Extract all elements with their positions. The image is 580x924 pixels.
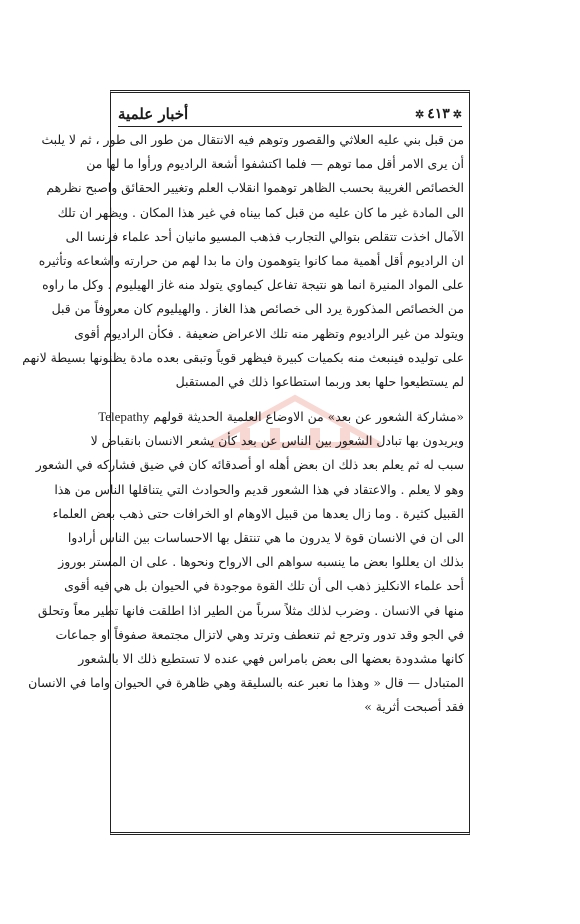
text-line: أحد علماء الانكليز ذهب الى أن تلك القوة موجودة في الحيوان بل هي فيه أقوى — [64, 578, 464, 594]
text-line: على المواد المنيرة انما هو نتيجة تفاعل كيماوي يتولد منه غاز الهيليوم . وكل ما راوه — [42, 277, 464, 293]
text-line: فقد أصبحت أثرية » — [364, 699, 464, 715]
paragraph-telepathy — [28, 405, 464, 719]
page-header — [118, 102, 462, 127]
text-line-heading — [98, 405, 464, 429]
text-line: من الخصائص المذكورة يرد الى خصائص هذا الغاز . والهيليوم كان معروفاً من قبل — [51, 301, 464, 317]
text-line: القبيل كثيرة . وما زال يعدها من قبيل الاوهام او الخرافات حتى ذهب بعض العلماء — [52, 505, 464, 521]
text-line: ان الراديوم أقل أهمية مما كانوا يتوهمون وان ما بدا لهم من حرارته واشعاعه وتأثيره — [38, 252, 464, 268]
telepathy-term: Telepathy — [98, 409, 150, 425]
text-line: ويتولد من غير الراديوم وتظهر منه تلك الاعراض ضعيفة . فكأن الراديوم أقوى — [74, 325, 464, 341]
text-line: المتبادل — قال « وهذا ما نعبر عنه بالسليقة وهي ظاهرة في الحيوان واما في الانسان — [28, 675, 464, 691]
text-line: بذلك ان يعللوا بعض ما ينسبه سواهم الى الارواح ونحوها . على ان المستر بوروز — [58, 554, 464, 570]
text-line: منها في الانسان . وضرب لذلك مثلاً سرباً من الطير اذا اطلقت فانها تطير معاً وتحلق — [37, 602, 464, 618]
article-body — [22, 128, 464, 720]
text-line: لم يستطيعوا حلها بعد وربما استطاعوا ذلك في المستقبل — [175, 373, 464, 389]
text-line: الآمال اخذت تتقلص بتوالي التجارب فذهب المسيو مانيان أحد علماء فرنسا الى — [65, 228, 464, 244]
text-line: الى ان في الانسان قوة لا يدرون ما هي تنتقل بها الاحساسات بين الناس أرادوا — [67, 530, 464, 545]
text-line: سبب له ثم يعلم بعد ذلك ان بعض أهله او أصدقائه كان في ضيق فشاركه في الشعور — [35, 457, 464, 473]
paragraph-radium — [22, 128, 464, 394]
page-number-group — [415, 106, 462, 122]
text-line: في الجو وقد تدور وترجع ثم تنعطف وترتد وهي لاتزال مجتمعة صفوفاً او جماعات — [55, 626, 464, 642]
text-line: أن يرى الامر أقل مما توهم — فلما اكتشفوا أشعة الراديوم ورأوا ما لها من — [86, 156, 464, 172]
ornament-star-icon: ✲ — [452, 107, 462, 121]
text-line: الى المادة غير ما كان عليه من قبل كما بيناه في غير هذا المكان . ويظهر ان تلك — [57, 204, 464, 220]
text-line: وهو لا يعلم . والاعتقاد في هذا الشعور قديم والحوادث التي يتناقلها الناس من هذا — [54, 481, 464, 497]
running-title: أخبار علمية — [118, 105, 189, 123]
text-line: من قبل بني عليه العلاثي والقصور وتوهم فيه الانتقال من طور الى طور ، ثم لا يلبث — [41, 132, 464, 147]
ornament-star-icon: ✲ — [415, 107, 425, 121]
paragraph-gap — [118, 394, 464, 405]
text-line: ويريدون بها تبادل الشعور بين الناس عن بعد كأن يشعر الانسان بانقباض لا — [90, 433, 464, 449]
text-line: الخصائص الغريبة بحسب الظاهر توهموا انقلاب العلم وتغيير الحقائق واصبح نظرهم — [46, 180, 464, 196]
page-number: ٤١٣ — [427, 106, 450, 122]
text-line: على توليده فينبعث منه بكميات كبيرة فيظهر قوياً وتبقى بعده مادة يظنونها بسيطة لانهم — [22, 349, 464, 365]
text-line: كانها مشدودة بعضها الى بعض بامراس فهي عنده لا تستطيع ذلك الا بالشعور — [78, 650, 464, 666]
telepathy-heading: «مشاركة الشعور عن بعد» من الاوضاع العلمية الحديثة قولهم — [153, 409, 464, 425]
